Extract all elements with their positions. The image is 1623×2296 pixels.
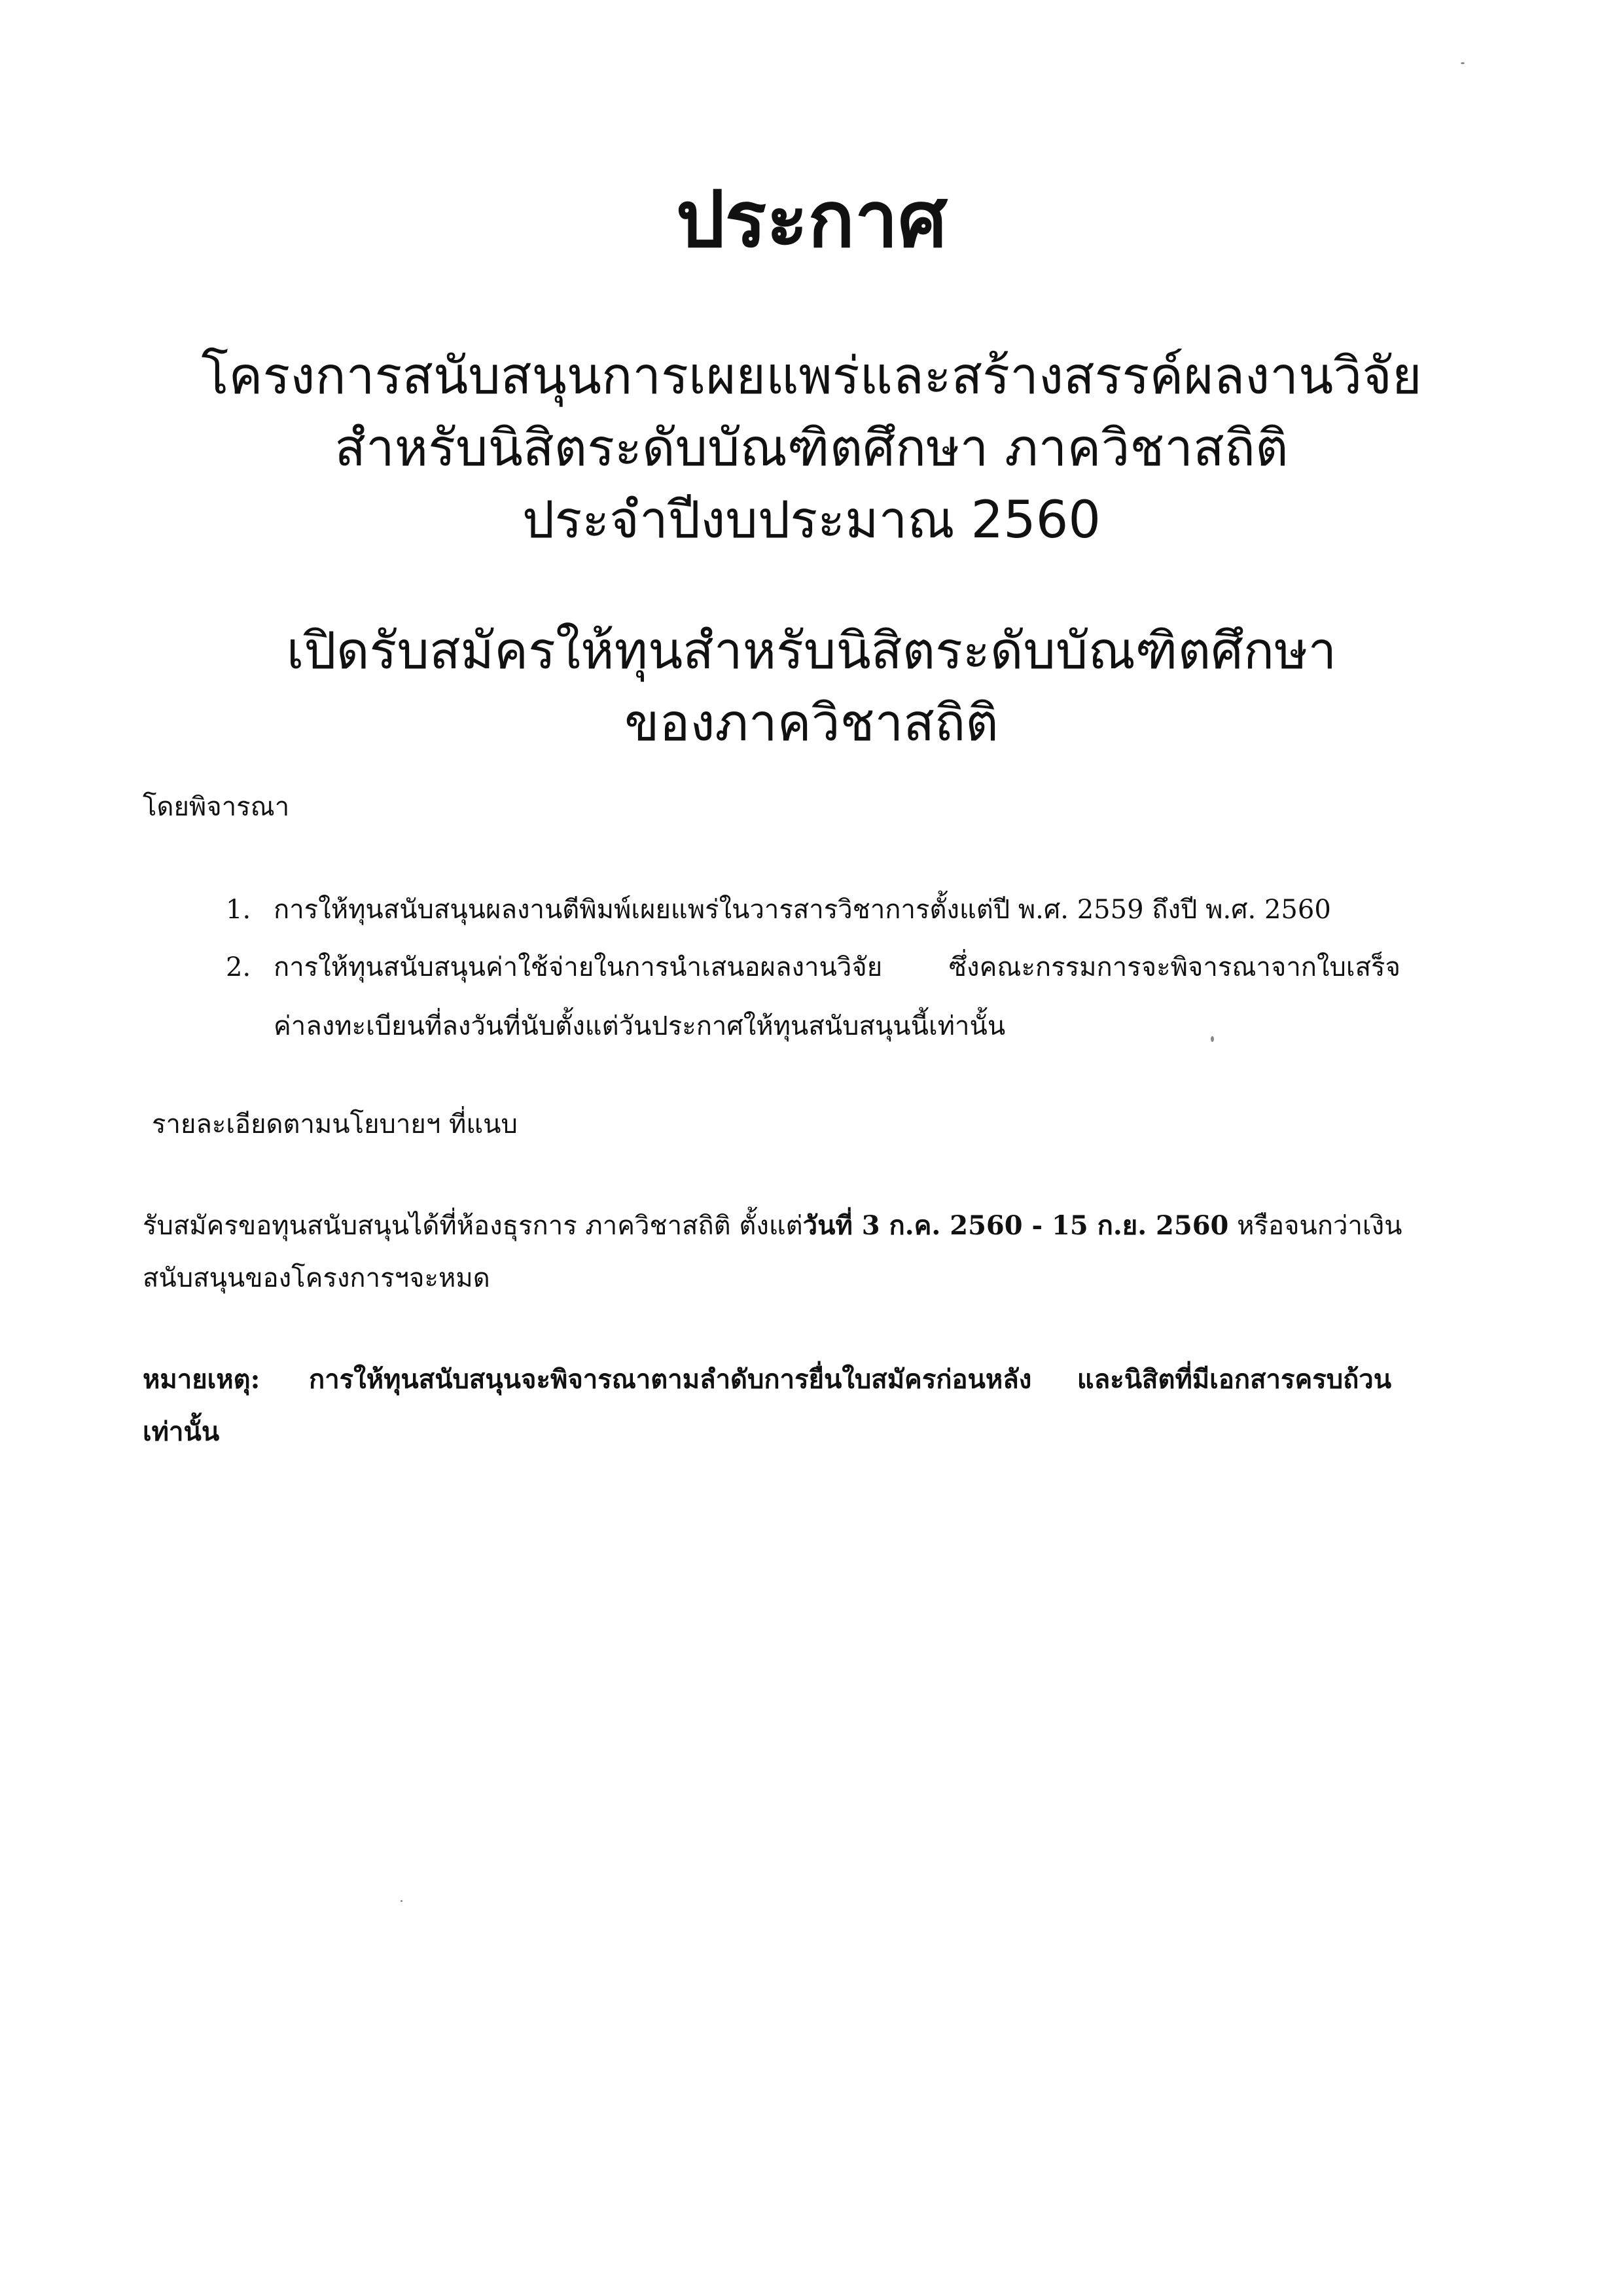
application-info-prefix: รับสมัครขอทุนสนับสนุนได้ที่ห้องธุรการ ภาควิชาสถิติ ตั้งแต่ (143, 1211, 803, 1241)
criteria-intro-label: โดยพิจารณา (143, 792, 290, 822)
note-text: การให้ทุนสนับสนุนจะพิจารณาตามลำดับการยื่นใบสมัครก่อนหลัง และนิสิตที่มีเอกสารครบถ้วน (309, 1364, 1392, 1395)
application-info-line-1 (143, 1208, 1402, 1244)
application-info-suffix: หรือจนกว่าเงิน (1228, 1211, 1402, 1241)
criteria-item-number: 1. (226, 895, 251, 925)
call-title-line-1: เปิดรับสมัครให้ทุนสำหรับนิสิตระดับบัณฑิตศึกษา (286, 622, 1337, 681)
policy-details-note: รายละเอียดตามนโยบายฯ ที่แนบ (152, 1109, 518, 1139)
project-title-line-3: ประจำปีงบประมาณ 2560 (522, 491, 1101, 550)
scan-speck (401, 1900, 402, 1902)
scan-speck (1211, 1036, 1214, 1042)
criteria-item-text: การให้ทุนสนับสนุนค่าใช้จ่ายในการนำเสนอผลงานวิจัย ซึ่งคณะกรรมการจะพิจารณาจากใบเสร็จ (274, 952, 1400, 982)
criteria-item-number: 2. (226, 952, 251, 982)
application-info-line-2: สนับสนุนของโครงการฯจะหมด (143, 1263, 490, 1293)
note-text-continued: เท่านั้น (143, 1416, 220, 1447)
note-label: หมายเหตุ: (143, 1364, 260, 1395)
call-heading (0, 615, 1623, 759)
call-title-line-2: ของภาควิชาสถิติ (624, 694, 999, 753)
project-heading (0, 340, 1623, 556)
application-period: วันที่ 3 ก.ค. 2560 - 15 ก.ย. 2560 (802, 1210, 1229, 1241)
scan-speck (1461, 62, 1465, 64)
criteria-item-text-continued: ค่าลงทะเบียนที่ลงวันที่นับตั้งแต่วันประกาศให้ทุนสนับสนุนนี้เท่านั้น (274, 1011, 1006, 1041)
page-title: ประกาศ (675, 174, 948, 264)
project-title-line-2: สำหรับนิสิตระดับบัณฑิตศึกษา ภาควิชาสถิติ (334, 419, 1289, 478)
criteria-item-text: การให้ทุนสนับสนุนผลงานตีพิมพ์เผยแพร่ในวารสารวิชาการตั้งแต่ปี พ.ศ. 2559 ถึงปี พ.ศ. 2560 (274, 895, 1331, 925)
project-title-line-1: โครงการสนับสนุนการเผยแพร่และสร้างสรรค์ผลงานวิจัย (201, 347, 1422, 406)
